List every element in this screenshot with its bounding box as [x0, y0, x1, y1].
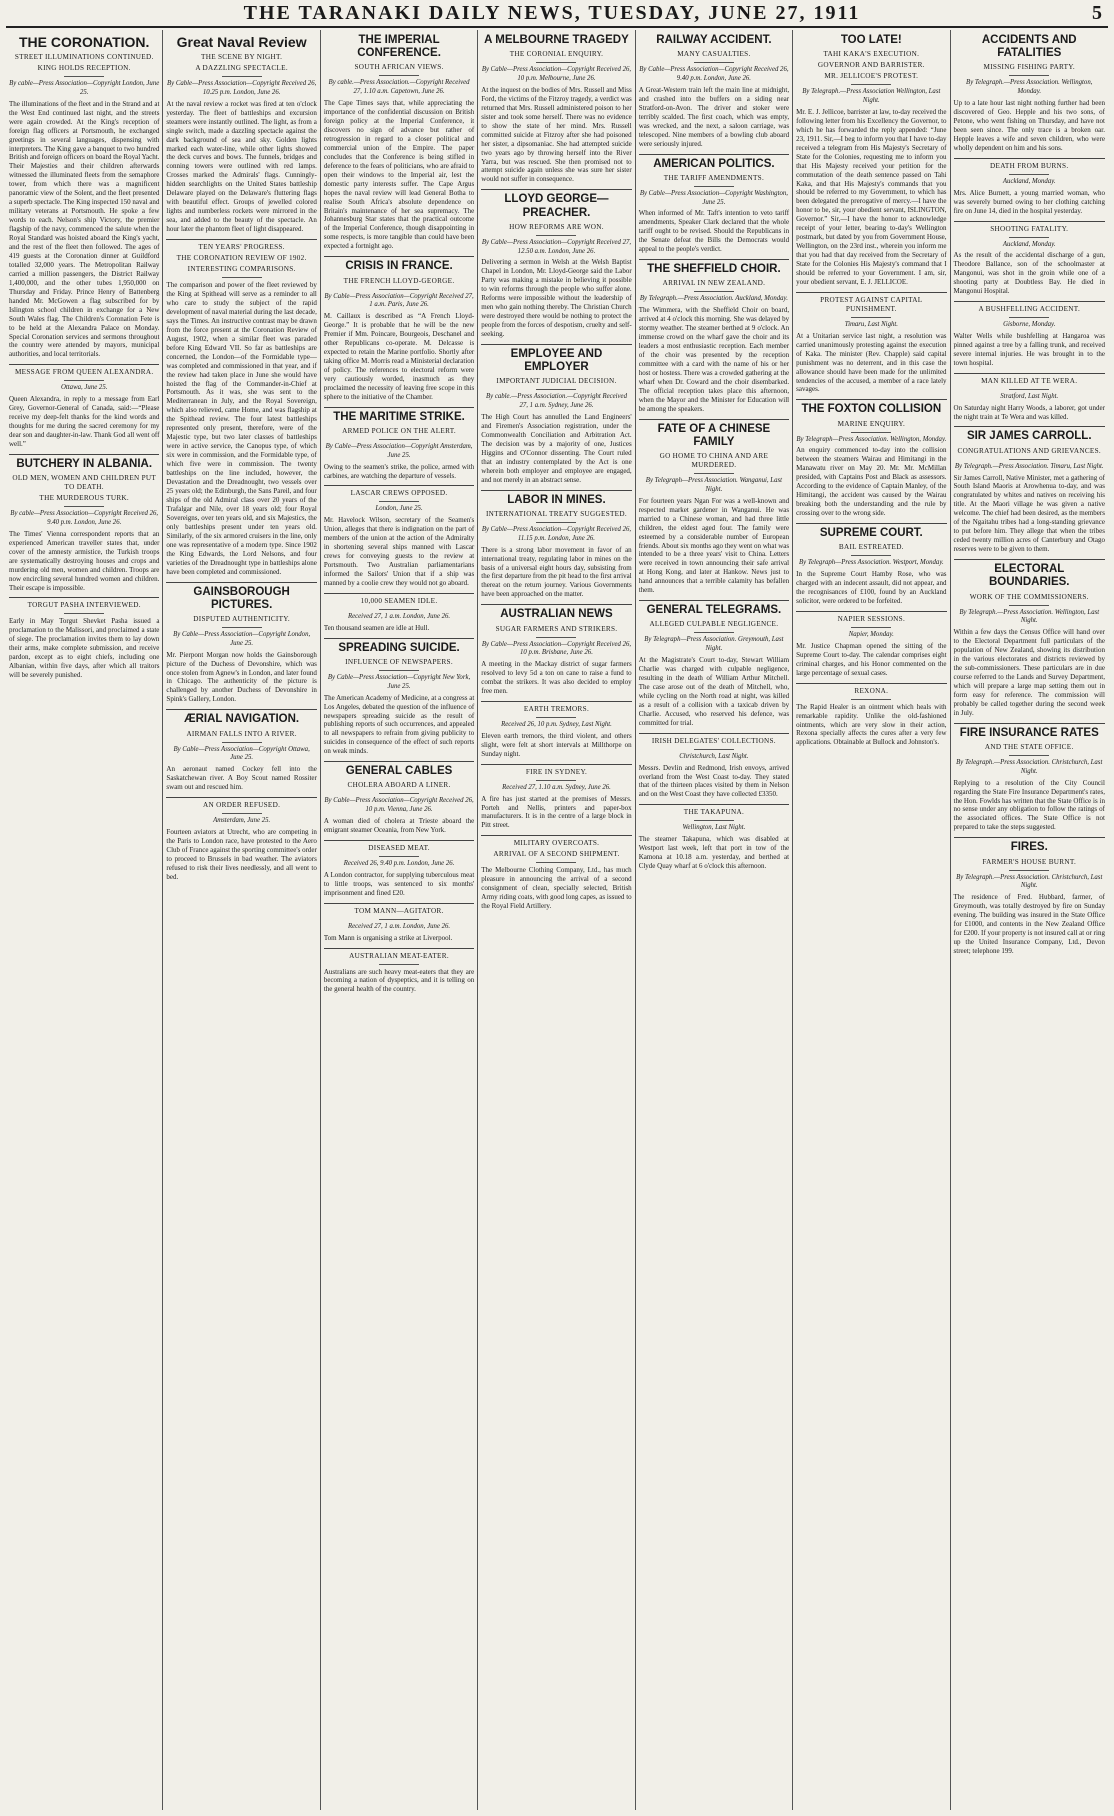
article-supreme-court — [796, 527, 946, 612]
article-dateline: By Telegraph—Press Association. Greymouth, Last Night. — [644, 636, 784, 653]
article-electoral-boundaries — [954, 563, 1105, 724]
article-subheading: KING HOLDS RECEPTION. — [37, 64, 131, 73]
article-headline: ÆRIAL NAVIGATION. — [184, 713, 300, 726]
article-subheading: SHOOTING FATALITY. — [990, 224, 1069, 233]
divider-rule — [222, 813, 262, 814]
article-body: Mr. Havelock Wilson, secretary of the Seamen's Union, alleges that there is indignation on the part of members of the union at the action of the Admiralty in shortening several ships manned with Lascar crews for conveying guests to the review at Portsmouth. Two Australian parliamentarians informed the Sailors' Union that if a ship was manned by a coolie crew they would not go aboard. — [323, 516, 475, 587]
article-body: Delivering a sermon in Welsh at the Welsh Baptist Chapel in London, Mr. Lloyd-George said the Labor Party was making a mistake in believing it possible to win reforms through the people who suffer alone. Reforms were impossible without the leadership of men who gain nothing thereby. The Christian Church were destroyed there would be nothing to protect the people from the forces of despotism, cruelty and self-seeking. — [481, 258, 632, 339]
article-body: An aeronaut named Cockey fell into the Saskatchewan river. A Boy Scout named Rossiter swam out and rescued him. — [166, 765, 317, 792]
article-fate-of-a-chinese-family — [639, 423, 789, 602]
article-continued — [166, 243, 316, 582]
article-dateline: By Cable—Press Association—Copyright Amsterdam, June 25. — [325, 442, 473, 459]
article-crisis-in-france — [324, 260, 474, 407]
article-the-foxton-collision — [796, 403, 946, 524]
article-subheading: LASCAR CREWS OPPOSED. — [350, 489, 448, 498]
article-continued — [166, 801, 316, 887]
article-dateline: By cable.—Press Association.—Copyright Received 27, 1.10 a.m. Capetown, June 26. — [328, 79, 470, 96]
divider-rule — [536, 235, 576, 236]
article-headline: THE FOXTON COLLISION — [801, 403, 942, 416]
article-dateline: By Telegraph.—Press Association. Timaru, Last Night. — [954, 462, 1104, 470]
article-body: Eleven earth tremors, the third violent, and others slight, were felt at short intervals at Millthorpe on Sunday night. — [481, 731, 632, 758]
article-railway-accident — [639, 34, 789, 155]
article-body: A London contractor, for supplying tuberculous meat to little troops, was sentenced to six months' imprisonment and fined £20. — [323, 870, 475, 897]
divider-rule — [694, 632, 734, 633]
article-subheading: CHOLERA ABOARD A LINER. — [347, 781, 451, 790]
article-dateline: Received 26, 10 p.m. Sydney, Last Night. — [501, 721, 612, 729]
article-dateline: By Cable—Press Association—Copyright Received 26, 9.40 p.m. London, June 26. — [639, 66, 789, 83]
article-subheading: MARINE ENQUIRY. — [837, 419, 906, 428]
divider-rule — [1009, 755, 1049, 756]
divider-rule — [694, 473, 734, 474]
article-body: The steamer Takapuna, which was disabled at Westport last week, left that port in tow of the Kamona at 10.18 a.m. yesterday, and berthed at Clyde Quay wharf at 6 o'clock this afternoon. — [638, 835, 790, 871]
article-body: Fourteen aviators at Utrecht, who are competing in the Paris to London race, have protested to the Aero Club of France against the sporting committee's order to proceed to Brussels in bad weather. The aviators refused to risk their lives needlessly, and all went to bed. — [166, 827, 317, 881]
article-subheading: IMPORTANT JUDICIAL DECISION. — [496, 377, 617, 386]
article-continued — [324, 844, 474, 904]
article-subheading: MR. JELLICOE'S PROTEST. — [824, 72, 919, 81]
article-body: Tom Mann is organising a strike at Liverpool. — [323, 933, 453, 942]
article-dateline: Received 27, 1.10 a.m. Sydney, June 26. — [502, 783, 611, 791]
article-dateline: By Cable—Press Association—Copyright Ottawa, June 25. — [173, 745, 310, 762]
article-dateline: By Cable—Press Association—Copyright Washington, June 25. — [639, 189, 788, 206]
divider-rule — [222, 277, 262, 278]
article-continued — [796, 687, 946, 753]
article-subheading: AUSTRALIAN MEAT-EATER. — [349, 951, 449, 960]
article-subheading: A DAZZLING SPECTACLE. — [195, 64, 288, 73]
article-headline: SUPREME COURT. — [819, 527, 923, 540]
article-headline: GENERAL CABLES — [345, 765, 453, 778]
article-dateline: By Cable—Press Association—Copyright Received 26, 11.15 p.m. London, June 26. — [481, 525, 632, 542]
article-dateline: Ottawa, June 25. — [60, 384, 108, 392]
article-continued — [324, 952, 474, 1000]
article-subheading: THE CORONIAL ENQUIRY. — [509, 50, 604, 59]
article-body: Mr. E. J. Jellicoe, barrister at law, to-day received the following letter from his Excellency the Governor, to which he has forwarded the reply appended: “June 23, 1911. Sir,—I beg to inform you that I have to-day received a telegram from His Majesty's Secretary of State for the Colonies, requesting me to inform you that His Majesty received your petition for the commutation of the death sentence passed on Tahi Kaka, and that His Majesty's commands that you should be referred to my Government, to which has been delegated the prerogative of mercy.—I have the honor to be, sir, your obedient servant, ISLINGTON, Governor.” Sir,—I have the honor to acknowledge receipt of your letter, bearing to-day's Wellington postmark, but dated by you from Government House, Wellington, on the 23rd inst., wherein you inform me that you had that day received from the Secretary of State for the Colonies His Majesty's command that I should be referred to your Government. I am, sir, your obedient servant, E. J. JELLICOE. — [796, 107, 947, 286]
article-dateline: Amsterdam, June 25. — [213, 817, 271, 825]
article-dateline: London, June 25. — [375, 505, 423, 513]
article-dateline: By Cable—Press Association—Copyright Received 26, 10.25 p.m. London, June 26. — [166, 80, 317, 96]
column-2 — [163, 30, 320, 1810]
divider-rule — [1009, 870, 1049, 871]
article-subheading: PROTEST AGAINST CAPITAL PUNISHMENT. — [820, 295, 923, 313]
article-subheading: AIRMAN FALLS INTO A RIVER. — [186, 729, 297, 738]
article-body: A woman died of cholera at Trieste aboard the emigrant steamer Oceania, from New York. — [323, 817, 475, 835]
divider-rule — [536, 717, 576, 718]
article-subheading: MISSING FISHING PARTY. — [983, 63, 1075, 72]
divider-rule — [222, 627, 262, 628]
article-employee-and-employer — [481, 348, 631, 491]
article-headline: AMERICAN POLITICS. — [653, 157, 775, 170]
article-body: When informed of Mr. Taft's intention to veto tariff amendments, Speaker Clark declared that the whole tariff ought to be revised. Should the Republicans in the Senate defeat the Bills the Democrats would appeal to the people's verdict. — [638, 209, 790, 254]
article-headline: FIRES. — [1010, 841, 1048, 854]
article-subheading: ARRIVAL IN NEW ZEALAND. — [662, 279, 766, 288]
article-subheading: GO HOME TO CHINA AND ARE MURDERED. — [659, 452, 769, 470]
article-body: Up to a late hour last night nothing further had been discovered of Geo. Hepple and his two sons, of Petone, who went fishing on Thursday, and have not been seen since. The only trace is a broken oar. Hepple leaves a wife and seven children, who were wholly dependent on him and his sons. — [953, 99, 1105, 152]
page-number: 5 — [1092, 1, 1102, 24]
article-body: The comparison and power of the fleet reviewed by the King at Spithead will serve as a reminder to all who care to study the subject of the rapid development of naval material during the last decade, says the Times. An instructive contrast may be drawn from the force present at the Coronation Review of August, 1902, when a similar fleet was paraded before King Edward VII. So far as battleships are concerned, the London—of the Formidable type—was completed and commissioned in that year, and if the review had taken place in June she would have hoisted the flag of the Commander-in-Chief at Portsmouth. As it was, she was sent to the Mediterranean in July, and the Royal Sovereign, which also relieved, came Home, and was flagship at the Spithead review. The four latest battleships represented only present, therefore, were of the Majestic type, but two later classes of battleships were in active service, the Canopus type, of which six were in commission, and the Formidable type, of which five were in commission. The twenty battleships on the line included, however, the Devastation and the Dreadnought, two vessels over 25 years old; the Edinburgh, the Sans Pareil, and four ships of the old Admiral class over 20 years of the Trafalgar and Nile, over 18 years old; four Royal Sovereigns, over ten years old, and six Majestics, the only battleships present under ten years old. Similarly, of the six armored cruisers in the line, only one was representative of a modern type. Since 1902 the King Edwards, the Lord Nelsons, and four varieties of the Dreadnought type in battleships alone have been completed and commissioned. — [166, 281, 317, 576]
article-a-melbourne-tragedy — [481, 34, 631, 190]
divider-rule — [536, 862, 576, 863]
article-dateline: By Cable—Press Association—Copyright Received 26, 10 p.m. Brisbane, June 26. — [481, 640, 632, 657]
article-subheading: THE MURDEROUS TURK. — [39, 494, 130, 503]
article-gainsborough-pictures — [166, 586, 316, 711]
article-australian-news — [481, 608, 631, 702]
article-subheading: DEATH FROM BURNS. — [990, 161, 1069, 170]
divider-rule — [694, 186, 734, 187]
article-body: Mr. Justice Chapman opened the sitting of the Supreme Court to-day. The calendar comprises eight criminal charges, and his Honor commented on the large percentage of sexual cases. — [796, 641, 947, 677]
article-body: Ten thousand seamen are idle at Hull. — [323, 623, 430, 632]
article-lloyd-george-preacher — [481, 193, 631, 345]
article-headline: AUSTRALIAN NEWS — [500, 608, 613, 621]
article-subheading: DISPUTED AUTHENTICITY. — [193, 614, 290, 623]
article-continued — [481, 839, 631, 916]
article-subheading: THE CORONATION REVIEW OF 1902. — [176, 254, 307, 263]
article-continued — [324, 907, 474, 949]
article-body: Sir James Carroll, Native Minister, met a gathering of South Island Maoris at Arowhenua to-day, and was congratulated by whites and natives on receiving his title. At the Maori village he was given a native welcome. The chief had been desired, as the members of the Ngaitahu tribes had a long-standing grievance to put before him. They allege that when the tribes ceded twenty million acres of Canterbury and Otago reserves were to be given to them. — [953, 473, 1105, 554]
divider-rule — [1009, 605, 1049, 606]
article-headline: ACCIDENTS AND FATALITIES — [981, 34, 1077, 60]
article-dateline: By Cable—Press Association—Copyright London, June 25. — [173, 630, 311, 647]
article-headline: THE CORONATION. — [19, 34, 150, 50]
article-subheading: TOM MANN—AGITATOR. — [354, 906, 444, 915]
divider-rule — [222, 742, 262, 743]
column-4 — [478, 30, 635, 1810]
column-1 — [6, 30, 163, 1810]
column-6 — [793, 30, 950, 1810]
article-dateline: By Telegraph—Press Association. Wanganui, Last Night. — [645, 477, 782, 493]
column-7 — [951, 30, 1108, 1810]
divider-rule — [1009, 389, 1049, 390]
article-continued — [639, 808, 789, 876]
article-headline: LABOR IN MINES. — [507, 493, 606, 506]
divider-rule — [379, 793, 419, 794]
article-subheading: THE SCENE BY NIGHT. — [201, 53, 283, 62]
article-dateline: By Cable—Press Association—Copyright Received 26, 10 p.m. Melbourne, June 26. — [481, 66, 632, 83]
article-body: Early in May Torgut Shevket Pasha issued a proclamation to the Malissori, and proclaimed a state of siege. The proclamation invites them to lay down their arms, make complete submission, and receive pardon, except as to eight chiefs, including one Albanian, within five days, after which all traitors will be severely punished. — [9, 617, 160, 680]
article-body: The Melbourne Clothing Company, Ltd., has much pleasure in announcing the arrival of a second consignment of clean, specially selected, British Army riding coats, with good long capes, as issued to the Royal Field Artillery. — [481, 866, 632, 911]
divider-rule — [536, 522, 576, 523]
divider-rule — [1009, 75, 1049, 76]
article-subheading: IRISH DELEGATES' COLLECTIONS. — [651, 736, 776, 745]
article-the-coronation — [9, 34, 159, 365]
article-the-imperial-conference — [324, 34, 474, 257]
column-5 — [636, 30, 793, 1810]
article-body: For fourteen years Ngan For was a well-known and respected market gardener in Wanganui. He was married to a Chinese woman, and had three little children, the eldest aged four. The family were esteemed by a considerable number of European friends. About six months ago they went on what was intended to be a three years' visit to China. Letters were received in town announcing their safe arrival at Hong Kong, and later at Hankow. News just to hand announces that a terrible calamity has befallen them. — [638, 496, 790, 595]
article-spreading-suicide — [324, 642, 474, 763]
columns-container — [6, 30, 1108, 1810]
divider-rule — [379, 609, 419, 610]
column-3 — [321, 30, 478, 1810]
article-body: Queen Alexandra, in reply to a message from Earl Grey, Governor-General of Canada, said:—“Please receive my deep-felt thanks for the kind words and thoughts for me during the sacred ceremony for my dear son and daughter-in-law. Thank God all went off well.” — [9, 395, 160, 448]
divider-rule — [64, 380, 104, 381]
article-body: The residence of Fred. Hubbard, farmer, of Greymouth, was totally destroyed by fire on Sunday evening. The building was insured in the State Office for £1000, and contents in the New Zealand Office for £200. If your property is not insured call at or ring up the United Insurance Company, Ltd., Devon street; telephone 199. — [953, 893, 1105, 955]
divider-rule — [379, 856, 419, 857]
article-continued — [481, 768, 631, 837]
article-subheading: GOVERNOR AND BARRISTER. — [817, 61, 925, 70]
article-body: The Wimmera, with the Sheffield Choir on board, arrived at 4 o'clock this morning. She was delayed by stormy weather. The steamer berthed at 9 o'clock. An immense crowd on the wharf gave the choir and its leaders a most enthusiastic reception. Each member of the choir was presented by the reception committee with a card with the name of his or her host or hostess. There was a crowded gathering at the wharf when Dr. Coward and the choir disembarked. The official reception takes place this afternoon, when the Mayor and the Minister for Education will be among the speakers. — [638, 306, 790, 413]
divider-rule — [851, 317, 891, 318]
article-subheading: THE TARIFF AMENDMENTS. — [663, 173, 765, 182]
article-the-maritime-strike — [324, 411, 474, 487]
article-body: Replying to a resolution of the City Council regarding the State Fire Insurance Department's rates, the Hon. Fowlds has written that the State Office is in no sense under any obligation to follow the ratings of the associated offices. The State Office is not prepared to take the steps suggested. — [953, 778, 1105, 832]
divider-rule — [379, 289, 419, 290]
article-too-late — [796, 34, 946, 293]
article-body: A Great-Western train left the main line at midnight, and crashed into the buffers on a siding near Stratford-on-Avon. The driver and stoker were terribly scalded. The first coach, which was empty, was wrecked, and the next, a saloon carriage, was telescoped. Nine members of a bowling club aboard were seriously injured. — [638, 85, 790, 148]
article-subheading: MESSAGE FROM QUEEN ALEXANDRA. — [14, 368, 154, 377]
article-body: Within a few days the Census Office will hand over to the Electoral Department full particulars of the population of New Zealand, showing its distribution in the various electorates and districts reviewed by the sub-commissioners. These particulars are in due course referred to the Lands and Survey Department, which will prepare a large map setting them out in form easy for reference. The commission will probably be called together during the second week in July. — [953, 628, 1105, 717]
article-subheading: NAPIER SESSIONS. — [837, 614, 906, 623]
article-subheading: DISEASED MEAT. — [368, 844, 430, 853]
article-body: There is a strong labor movement in favor of an international treaty, regulating labor in mines on the basis of a universal eight hours day, subsisting from the first departure from the pit head to the first arrival thereat on the return journey. Various Governments have been approached on the matter. — [481, 545, 632, 599]
article-american-politics — [639, 158, 789, 261]
article-subheading: INTERESTING COMPARISONS. — [187, 265, 296, 274]
article-continued — [954, 162, 1105, 222]
article-body: The illuminations of the fleet and in the Strand and at the West End continued last night, and the streets were again crowded. At the King's reception of foreign flag officers at Portsmouth, he exchanged greetings in several languages, dispensing with interpreters. The King gave a banquet to two hundred British and foreign officers on board the Royal Yacht. Their Majesties and their children afterwards witnessed the illuminated fleets from the semaphore tower, from which there was a magnificent panoramic view of the Solent, and the fleet presented a superb spectacle. The King inspected 150 naval and military veterans at Portsmouth. He spoke a few words to each. Nelson's ship Victory, the premier flagship of the navy, commenced the salute when the Royal Standard was hoisted aboard the King's yacht, and the rest of the fleet then followed. The ages of 419 guests at the Coronation dinner at Guildford totalled 32,000 years. The Metropolitan Railway carried a million passengers, the District Railway 1,400,000, and the other tubes 1,950,000 on Thursday and Friday. Prince Henry of Battenberg handed Mr. McGowen a flag subscribed for by Islington school children in exchange for a New South Wales flag. The Children's Coronation Fete is to be held at the Alexandra Palace on Monday. Special Coronation services and sermons throughout the country were attended by mayors, municipal authorities, and local territorials. — [9, 99, 160, 359]
article-accidents-and-fatalities — [954, 34, 1105, 159]
article-subheading: INFLUENCE OF NEWSPAPERS. — [345, 657, 453, 666]
divider-rule — [379, 964, 419, 965]
article-subheading: OLD MEN, WOMEN AND CHILDREN PUT TO DEATH. — [12, 474, 157, 492]
divider-rule — [379, 919, 419, 920]
article-subheading: TORGUT PASHA INTERVIEWED. — [27, 601, 141, 610]
divider-rule — [64, 506, 104, 507]
article-dateline: By Cable—Press Association—Copyright Received 26, 10 p.m. Vienna, June 26. — [324, 797, 474, 814]
article-body: A meeting in the Mackay district of sugar farmers resolved to levy 5d a ton on cane to raise a fund to combat the strikers. It was also decided to employ free men. — [481, 660, 632, 696]
article-dateline: By Cable—Press Association—Copyright Received 27, 12.50 a.m. London, June 26. — [481, 238, 632, 255]
article-subheading: STREET ILLUMINATIONS CONTINUED. — [14, 53, 154, 62]
article-dateline: Napier, Monday. — [848, 630, 894, 638]
article-labor-in-mines — [481, 494, 631, 606]
article-subheading: BAIL ESTREATED. — [838, 543, 904, 552]
article-subheading: ARRIVAL OF A SECOND SHIPMENT. — [493, 850, 620, 859]
article-dateline: Stratford, Last Night. — [1000, 392, 1059, 400]
article-dateline: By cable.—Press Association.—Copyright Received 27, 1 a.m. Sydney, June 26. — [485, 393, 627, 410]
article-subheading: THE FRENCH LLOYD-GEORGE. — [343, 276, 455, 285]
article-rial-navigation — [166, 713, 316, 798]
article-general-cables — [324, 765, 474, 841]
article-the-sheffield-choir — [639, 263, 789, 419]
article-headline: ELECTORAL BOUNDARIES. — [988, 563, 1070, 589]
article-dateline: By Telegraph.—Press Association. Wellington, Monday. — [966, 79, 1093, 96]
article-dateline: Received 26, 9.40 p.m. London, June 26. — [343, 860, 455, 868]
article-subheading: ARMED POLICE ON THE ALERT. — [342, 426, 457, 435]
article-dateline: By Telegraph—Press Association. Westport, Monday. — [798, 559, 944, 567]
article-headline: THE SHEFFIELD CHOIR. — [647, 263, 781, 276]
article-subheading: TAHI KAKA'S EXECUTION. — [823, 50, 920, 59]
article-headline: LLOYD GEORGE—PREACHER. — [504, 193, 609, 219]
divider-rule — [379, 670, 419, 671]
divider-rule — [222, 76, 262, 77]
article-dateline: Received 27, 1 a.m. London, June 26. — [347, 922, 451, 930]
article-continued — [796, 615, 946, 684]
masthead — [6, 0, 1108, 28]
article-dateline: By Cable—Press Association—Copyright New York, June 25. — [327, 673, 471, 690]
article-butchery-in-albania — [9, 458, 159, 599]
article-body: Messrs. Devlin and Redmond, Irish envoys, arrived overland from the West Coast to-day. They stated that of the thirteen places visited by them in Nelson and on the West Coast they have collected £3350. — [638, 763, 790, 799]
article-continued — [954, 305, 1105, 374]
divider-rule — [694, 62, 734, 63]
article-subheading: AN ORDER REFUSED. — [203, 801, 281, 810]
divider-rule — [379, 501, 419, 502]
divider-rule — [379, 75, 419, 76]
divider-rule — [536, 637, 576, 638]
article-body: On Saturday night Harry Woods, a laborer, got under the night train at Te Wera and was killed. — [953, 403, 1105, 421]
article-body: The High Court has annulled the Land Engineers' and Firemen's Association registration, under the Commonwealth Conciliation and Arbitration Act. The decision was by a majority of one, Justices Higgins and O'Connor dissenting. The Court ruled that an industry contemplated by the Act is one wherein both employer and employee are engaged, and not merely in an abstract sense. — [481, 413, 632, 484]
article-headline: RAILWAY ACCIDENT. — [656, 34, 772, 46]
article-body: Owing to the seamen's strike, the police, armed with carbines, are watching the departure of vessels. — [323, 462, 475, 480]
article-headline: BUTCHERY IN ALBANIA. — [16, 457, 153, 470]
article-headline: CRISIS IN FRANCE. — [345, 260, 453, 273]
article-dateline: Timaru, Last Night. — [844, 320, 898, 328]
article-continued — [954, 225, 1105, 303]
article-dateline: By Telegraph.—Press Association Wellington, Last Night. — [802, 88, 941, 105]
article-subheading: MILITARY OVERCOATS. — [513, 839, 600, 848]
article-headline: A MELBOURNE TRAGEDY — [484, 34, 629, 46]
article-body: The Rapid Healer is an ointment which heals with remarkable rapidity. Unlike the old-fashioned ointments, which are very slow in their action, Rexona specially affects the cures after a very few applications. Obtainable at Bullock and Johnston's. — [796, 702, 947, 747]
article-dateline: Auckland, Monday. — [1002, 240, 1056, 248]
article-dateline: Received 27, 1 a.m. London, June 26. — [347, 612, 451, 620]
article-subheading: MANY CASUALTIES. — [677, 50, 751, 59]
article-headline: FATE OF A CHINESE FAMILY — [657, 422, 771, 448]
article-dateline: By Telegraph—Press Association. Wellington, Monday. — [796, 435, 947, 443]
article-great-naval-review — [166, 34, 316, 240]
article-body: A fire has just started at the premises of Messrs. Porteh and Nellis, printers and paper-box manufacturers. It is in the centre of a large block in Pitt street. — [481, 794, 632, 830]
article-fire-insurance-rates — [954, 727, 1105, 839]
divider-rule — [1009, 459, 1049, 460]
article-body: The Cape Times says that, while appreciating the importance of the confidential discussion on British foreign policy at the Imperial Conference, it discovers no sign of advance but rather of retrogression in regard to a closer political and commercial union of the Empire. The paper concludes that the Conference is being stifled in deference to the fears of politicians, who are afraid to open their windows to the Imperial air, lest the domestic party interests suffer. The Cape Argus hopes the naval review will lead General Botha to realise South Africa's absolute dependence on Britain's maintenance of her sea supremacy. The Johannesburg Star states that the practical outcome of the Imperial Conference, though disappointing in some respects, is more tangible than could have been expected a fortnight ago. — [323, 99, 475, 251]
divider-rule — [1009, 317, 1049, 318]
article-continued — [9, 368, 159, 455]
article-headline: SIR JAMES CARROLL. — [966, 430, 1092, 443]
article-body: Mr. Pierpont Morgan now holds the Gainsborough picture of the Duchess of Devonshire, which was once stolen from Agnew's in London, and later found in Chicago. The authenticity of the picture is challenged by another Duchess of Devonshire in Spink's Gallery, London. — [166, 650, 317, 704]
divider-rule — [1009, 174, 1049, 175]
article-continued — [481, 705, 631, 765]
article-subheading: INTERNATIONAL TREATY SUGGESTED. — [485, 509, 627, 518]
article-subheading: FIRE IN SYDNEY. — [525, 767, 588, 776]
article-subheading: REXONA. — [854, 686, 889, 695]
article-dateline: Auckland, Monday. — [1002, 177, 1056, 185]
divider-rule — [694, 749, 734, 750]
article-body: The American Academy of Medicine, at a congress at Los Angeles, debated the question of the influence of newspapers spreading suicide as the result of publishing reports of such occurrences, and appealed to all newspapers to refrain from giving publicity to suicides in consequence of the effect of such reports on weak minds. — [323, 693, 475, 756]
article-fires — [954, 841, 1105, 961]
article-body: In the Supreme Court Hamby Rose, who was charged with an indecent assault, did not appear, and the recognisances of £100, found by an Auckland solicitor, were ordered to be forfeited. — [796, 570, 947, 606]
divider-rule — [851, 84, 891, 85]
article-continued — [954, 377, 1105, 428]
article-body: At a Unitarian service last night, a resolution was carried unanimously protesting against the execution of Kaka. The minister (Rev. Chapple) said capital punishment was no deterrent, and in this case the allowance should have been made for the unlimited tendencies of the accused, a member of a race lately savages. — [796, 331, 947, 394]
article-dateline: Wellington, Last Night. — [682, 824, 746, 832]
article-subheading: SUGAR FARMERS AND STRIKERS. — [495, 624, 618, 633]
divider-rule — [1009, 237, 1049, 238]
article-body: M. Caillaux is described as “A French Lloyd-George.” It is probable that he will be the new Premier if Mm. Poincare, Bourgeois, Deschanel and other Republicans co-operate. M. Delcasse is expected to retain the Marine portfolio. Shortly after taking office M. Morris read a Ministerial declaration of policy. The references to electoral reform were very cautiously worded, inasmuch as they proclaimed the necessity of leaving free scope in this sphere to the initiative of the Chamber. — [323, 312, 475, 401]
divider-rule — [379, 439, 419, 440]
divider-rule — [694, 820, 734, 821]
article-headline: TOO LATE! — [840, 34, 902, 46]
article-headline: THE IMPERIAL CONFERENCE. — [357, 34, 441, 60]
article-subheading: FARMER'S HOUSE BURNT. — [982, 857, 1077, 866]
article-headline: SPREADING SUICIDE. — [338, 641, 460, 654]
divider-rule — [64, 76, 104, 77]
article-subheading: MAN KILLED AT TE WERA. — [981, 376, 1078, 385]
article-continued — [639, 737, 789, 806]
divider-rule — [64, 613, 104, 614]
article-subheading: 10,000 SEAMEN IDLE. — [360, 596, 438, 605]
article-continued — [324, 489, 474, 593]
divider-rule — [536, 62, 576, 63]
article-continued — [796, 296, 946, 401]
article-dateline: Gisborne, Monday. — [1003, 321, 1056, 329]
article-general-telegrams — [639, 604, 789, 734]
divider-rule — [694, 291, 734, 292]
article-body: Walter Wells while bushfelling at Hangaroa was pinned against a tree by a falling trunk, and received severe internal injuries. He was brought in to the town hospital. — [953, 331, 1105, 367]
article-subheading: ALLEGED CULPABLE NEGLIGENCE. — [649, 620, 779, 629]
article-subheading: TEN YEARS' PROGRESS. — [198, 243, 285, 252]
article-headline: GENERAL TELEGRAMS. — [646, 604, 782, 617]
article-subheading: SOUTH AFRICAN VIEWS. — [354, 63, 444, 72]
article-dateline: By cable—Press Association—Copyright London, June 25. — [9, 80, 160, 96]
article-body: The Times' Vienna correspondent reports that an experienced American traveller states that, under cover of the amnesty armistice, the Turkish troops are systematically destroying houses and crops and murdering old men, women and children. Troops are now encircling several hundred women and children. Their escape is impossible. — [9, 529, 160, 592]
article-dateline: By Telegraph.—Press Association. Auckland, Monday. — [639, 295, 788, 303]
article-body: As the result of the accidental discharge of a gun, Theodore Ballance, son of the schoolmaster at Mangonui, was shot in the groin while one of a shooting party at Doubtless Bay. He died in Mangonui Hospital. — [953, 251, 1105, 296]
divider-rule — [851, 627, 891, 628]
divider-rule — [851, 555, 891, 556]
article-dateline: Christchurch, Last Night. — [679, 752, 749, 760]
article-dateline: By cable—Press Association—Copyright Received 26, 9.40 p.m. London, June 26. — [10, 510, 159, 526]
article-headline: THE MARITIME STRIKE. — [333, 410, 465, 423]
article-body: Australians are such heavy meat-eaters that they are becoming a nation of dyspeptics, and it is telling on the general health of the country. — [323, 967, 475, 994]
article-subheading: CONGRATULATIONS AND GRIEVANCES. — [957, 446, 1102, 455]
article-body: At the Magistrate's Court to-day, Stewart William Charlie was charged with culpable negligence, resulting in the death of William Arthur Mitchell. The case arose out of the death of Mitchell, who, while cycling on the North road at night, was killed as a result of a collision with a taxicab driven by Charlie. Accused, who reserved his defence, was committed for trial. — [638, 656, 790, 727]
divider-rule — [851, 699, 891, 700]
article-continued — [9, 601, 159, 685]
article-sir-james-carroll — [954, 430, 1105, 560]
article-body: An enquiry commenced to-day into the collision between the steamers Wairau and Himitangi in the Manawatu river on May 20. Mr. Mr. McMillan presided, with Captains Post and Black as assessors. According to the evidence of Captain Manley, of the Himitangi, the accident was caused by the Wairau breaking both the understanding and the rule by crossing over to the wrong side. — [796, 446, 947, 518]
masthead-title: THE TARANAKI DAILY NEWS, TUESDAY, JUNE 27, 1911 — [243, 1, 861, 24]
article-continued — [324, 597, 474, 639]
article-headline: GAINSBOROUGH PICTURES. — [193, 585, 290, 611]
article-subheading: A BUSHFELLING ACCIDENT. — [978, 305, 1081, 314]
article-dateline: By Telegraph.—Press Association. Christchurch, Last Night. — [956, 758, 1103, 775]
article-subheading: HOW REFORMS ARE WON. — [509, 222, 604, 231]
article-dateline: By Telegraph.—Press Association. Wellington, Last Night. — [959, 608, 1100, 625]
article-subheading: EARTH TREMORS. — [523, 705, 590, 714]
article-dateline: By Telegraph.—Press Association. Christchurch, Last Night. — [956, 873, 1103, 890]
article-subheading: THE TAKAPUNA. — [683, 808, 745, 817]
divider-rule — [536, 389, 576, 390]
article-body: Mrs. Alice Burnett, a young married woman, who was severely burned owing to her clothing catching fire on June 14, died in the hospital yesterday. — [953, 188, 1105, 215]
article-dateline: By Cable—Press Association—Copyright Received 27, 1 a.m. Paris, June 26. — [324, 292, 474, 309]
article-headline: EMPLOYEE AND EMPLOYER — [510, 348, 603, 374]
article-subheading: AND THE STATE OFFICE. — [984, 742, 1074, 751]
divider-rule — [851, 432, 891, 433]
article-headline: Great Naval Review — [176, 34, 307, 50]
article-headline: FIRE INSURANCE RATES — [959, 726, 1099, 739]
article-subheading: WORK OF THE COMMISSIONERS. — [969, 592, 1089, 601]
article-body: At the naval review a rocket was fired at ten o'clock yesterday. The fleet of battleships and excursion steamers were instantly outlined. The light, as from a single switch, made a dazzling spectacle against the dark background of sea and sky. Golden lights marked each water-line, while other lights showed the deck curves and bows. The funnels, bridges and conning towers were outlined with red lamps. Crosses marked the Admirals' flags. Cunningly-hidden searchlights on the United States battleship Delaware played on the Delaware's fluttering flags with beautiful effect. Groups of jewelled colored lights and numberless rockets were mirrored in the sea, and added to the beauty of the spectacle. An hour later the phantom fleet of light disappeared. — [166, 99, 317, 234]
divider-rule — [536, 780, 576, 781]
article-body: At the inquest on the bodies of Mrs. Russell and Miss Ford, the victims of the Fitzroy tragedy, a verdict was returned that Mrs. Russell administered poison to her sister and took some herself. There was no evidence to show the state of her mind. Mrs. Russell committed suicide at Fitzroy after she had poisoned her sister, a dipsomaniac. She had attempted suicide two years ago by throwing herself into the River Yarra, but was rescued. She then promised not to attempt suicide again unless she was sure her sister would not suffer in consequence. — [481, 85, 632, 184]
